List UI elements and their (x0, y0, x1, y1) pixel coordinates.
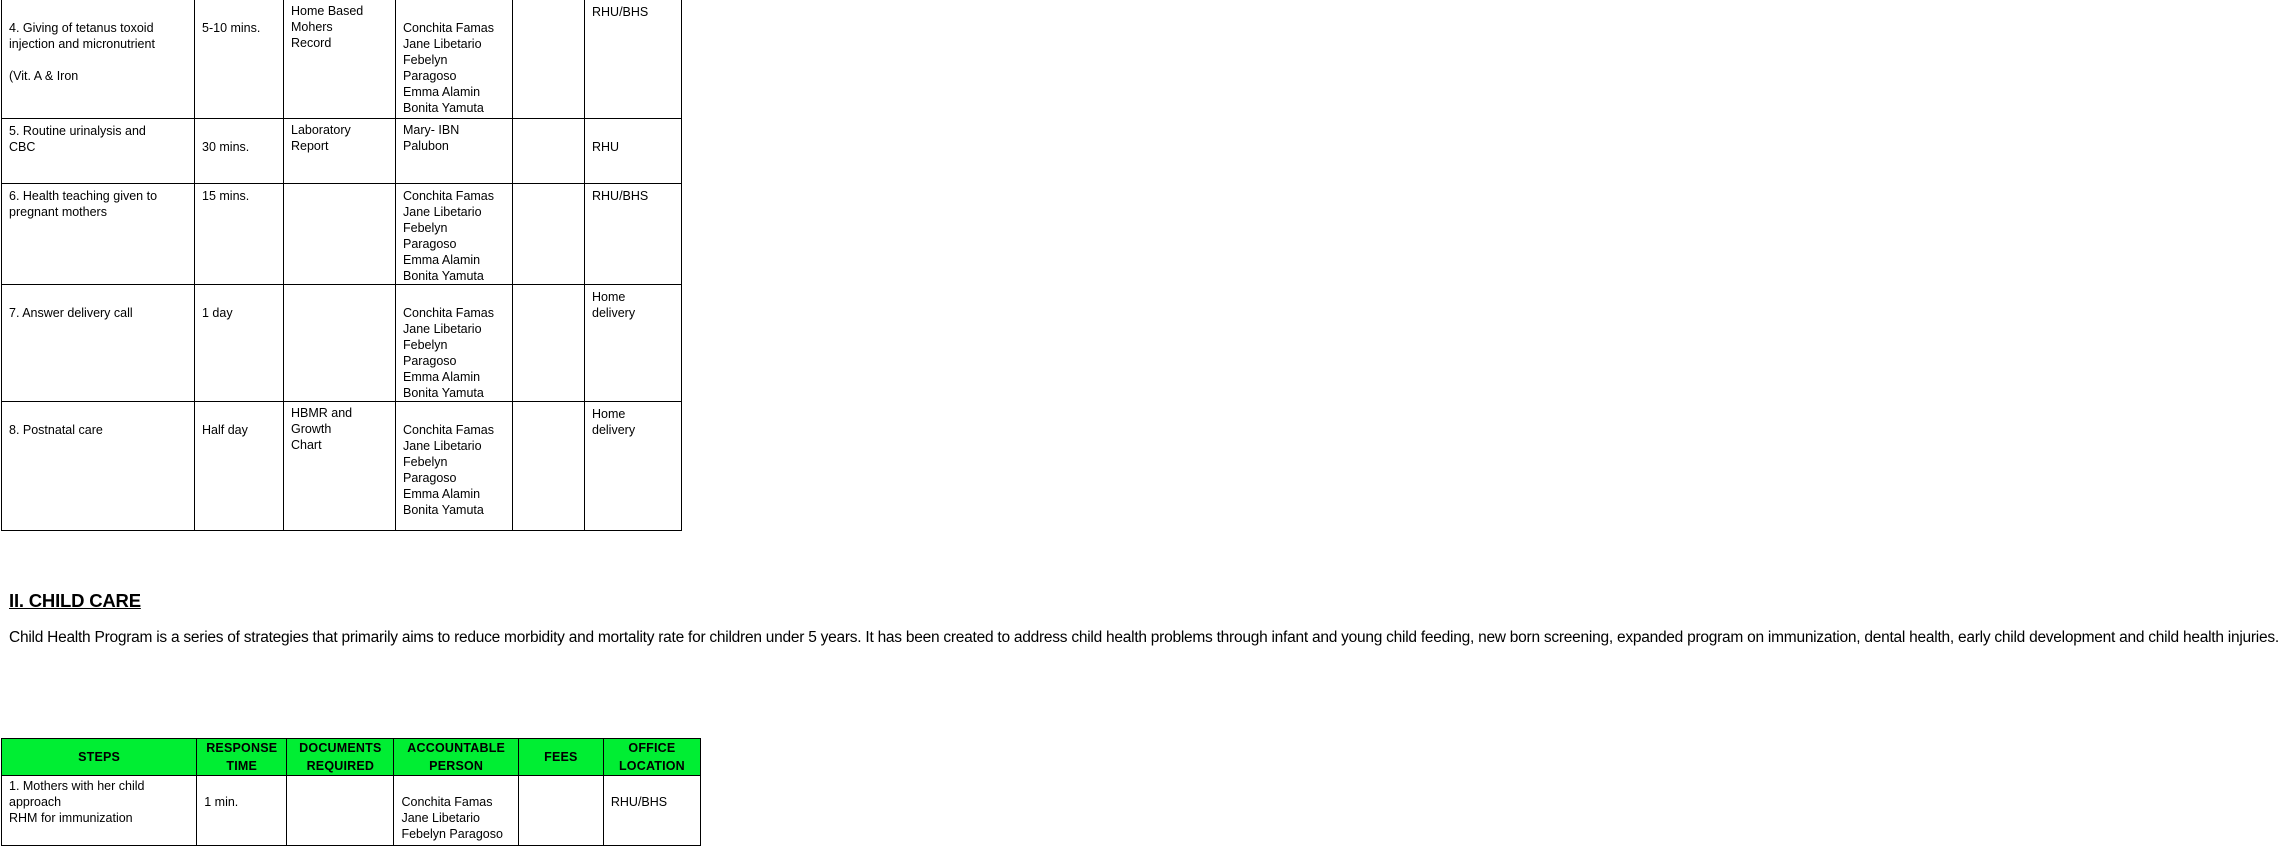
header-fees: FEES (518, 739, 603, 776)
accountable-person-cell: Conchita Famas Jane Libetario Febelyn Paragoso Emma Alamin Bonita Yamuta (396, 184, 513, 285)
office-location-cell: RHU (585, 119, 682, 184)
accountable-person-cell: Conchita Famas Jane Libetario Febelyn Paragoso (394, 776, 518, 846)
documents-cell (284, 184, 396, 285)
office-location-cell: RHU/BHS (585, 184, 682, 285)
fees-cell (513, 119, 585, 184)
table-row (2, 402, 682, 531)
response-time-cell: 1 day (195, 285, 284, 402)
table-row (2, 0, 682, 119)
step-cell: 1. Mothers with her child approach RHM for immunization (2, 776, 197, 846)
step-cell: 7. Answer delivery call (2, 285, 195, 402)
table-row (2, 119, 682, 184)
fees-cell (513, 0, 585, 119)
accountable-person-cell: Conchita Famas Jane Libetario Febelyn Paragoso Emma Alamin Bonita Yamuta (396, 0, 513, 119)
step-cell: 4. Giving of tetanus toxoid injection and micronutrient (Vit. A & Iron (2, 0, 195, 119)
response-time-cell: 15 mins. (195, 184, 284, 285)
office-location-cell: RHU/BHS (585, 0, 682, 119)
office-location-cell: RHU/BHS (603, 776, 700, 846)
section-paragraph: Child Health Program is a series of strategies that primarily aims to reduce morbidity and mortality rate for children under 5 years. It has been created to address child health problems through infant and young child feeding, new born screening, expanded program on immunization, dental health, early child development and child health injuries. (9, 629, 2279, 646)
header-documents-required: DOCUMENTS REQUIRED (287, 739, 394, 776)
child-care-steps-table (1, 738, 701, 846)
table-row (2, 776, 701, 846)
office-location-cell: Home delivery (585, 402, 682, 531)
response-time-cell: Half day (195, 402, 284, 531)
accountable-person-cell: Mary- IBN Palubon (396, 119, 513, 184)
header-response-time: RESPONSE TIME (197, 739, 287, 776)
header-steps: STEPS (2, 739, 197, 776)
table-header-row (2, 739, 701, 776)
response-time-cell: 5-10 mins. (195, 0, 284, 119)
fees-cell (513, 285, 585, 402)
documents-cell: Laboratory Report (284, 119, 396, 184)
table-row (2, 285, 682, 402)
documents-cell (287, 776, 394, 846)
fees-cell (513, 402, 585, 531)
header-office-location: OFFICE LOCATION (603, 739, 700, 776)
step-cell: 6. Health teaching given to pregnant mothers (2, 184, 195, 285)
accountable-person-cell: Conchita Famas Jane Libetario Febelyn Paragoso Emma Alamin Bonita Yamuta (396, 285, 513, 402)
office-location-cell: Home delivery (585, 285, 682, 402)
documents-cell (284, 285, 396, 402)
fees-cell (513, 184, 585, 285)
table-row (2, 184, 682, 285)
response-time-cell: 30 mins. (195, 119, 284, 184)
step-cell: 8. Postnatal care (2, 402, 195, 531)
fees-cell (518, 776, 603, 846)
documents-cell: HBMR and Growth Chart (284, 402, 396, 531)
header-accountable-person: ACCOUNTABLE PERSON (394, 739, 518, 776)
response-time-cell: 1 min. (197, 776, 287, 846)
service-steps-table-continued (1, 0, 682, 531)
accountable-person-cell: Conchita Famas Jane Libetario Febelyn Paragoso Emma Alamin Bonita Yamuta (396, 402, 513, 531)
section-title: II. CHILD CARE (9, 590, 141, 611)
step-cell: 5. Routine urinalysis and CBC (2, 119, 195, 184)
documents-cell: Home Based Mohers Record (284, 0, 396, 119)
